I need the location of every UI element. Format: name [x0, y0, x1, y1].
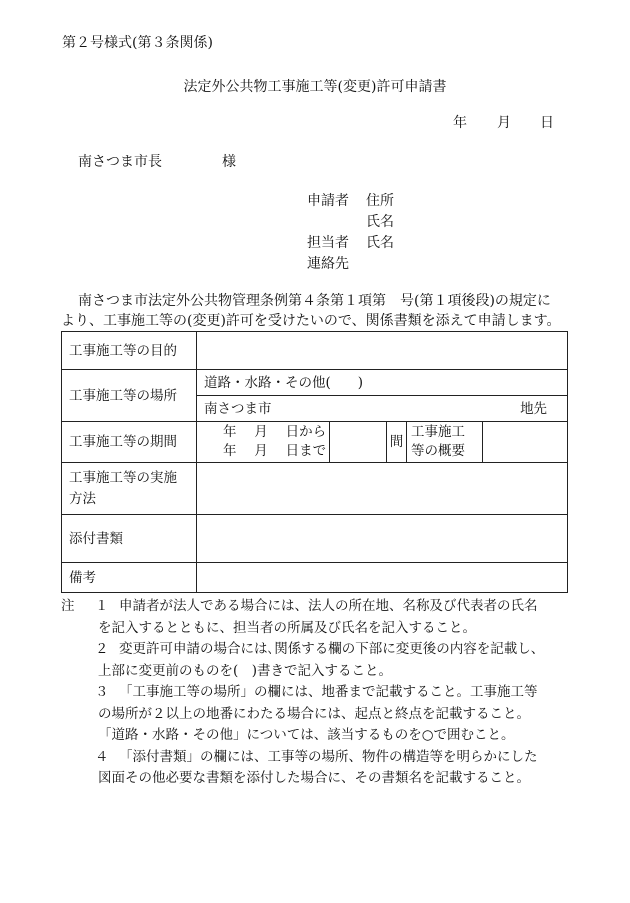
table-row-remarks — [62, 563, 568, 593]
method-label — [62, 463, 197, 515]
applicant-label: 申請者 — [307, 193, 349, 209]
overview-field[interactable] — [483, 422, 568, 463]
overview-label-line1: 工事施工 — [411, 424, 465, 440]
note-line: を記入するとともに、担当者の所属及び氏名を記入すること。 — [98, 619, 476, 636]
remarks-label: 備考 — [62, 563, 197, 593]
period-between: 間 — [387, 422, 407, 463]
note-line: 変更許可申請の場合には､関係する欄の下部に変更後の内容を記載し、 — [119, 641, 545, 657]
note-number: ４ — [95, 748, 109, 765]
period-to: 年 月 日まで — [223, 443, 327, 459]
location-city: 南さつま市 — [204, 400, 272, 417]
application-table — [61, 331, 568, 593]
purpose-label: 工事施工等の目的 — [62, 332, 197, 370]
addressee-suffix: 様 — [222, 154, 236, 170]
addressee-name: 南さつま市長 — [78, 154, 162, 170]
note-line: 図面その他必要な書類を添付した場合に、その書類名を記載すること。 — [98, 770, 530, 786]
phone-label: 連絡先 — [307, 256, 349, 272]
table-row-attachments — [62, 515, 568, 563]
notes-prefix: 注 — [61, 598, 75, 614]
period-label: 工事施工等の期間 — [62, 422, 197, 463]
note-line: 「添付書類」の欄には、工事等の場所、物件の構造等を明らかにした — [119, 748, 538, 765]
attachments-field[interactable] — [197, 515, 568, 563]
table-row-method — [62, 463, 568, 515]
note-line: の場所が２以上の地番にわたる場合には、起点と終点を記載すること。 — [98, 705, 530, 722]
document-title: 法定外公共物工事施工等(変更)許可申請書 — [183, 79, 447, 95]
period-dates[interactable] — [197, 422, 330, 463]
body-text-line2: より、工事施工等の(変更)許可を受けたいので、関係書類を添えて申請します。 — [61, 313, 561, 329]
attachments-label: 添付書類 — [62, 515, 197, 563]
notes-section — [61, 596, 581, 790]
method-label-line1: 工事施工等の実施 — [69, 469, 177, 486]
note-number: ２ — [95, 641, 109, 657]
period-duration-field[interactable] — [330, 422, 387, 463]
note-item-1 — [61, 596, 581, 639]
contact-name-label: 氏名 — [366, 235, 394, 251]
table-row-location-type — [62, 370, 568, 396]
note-line: 「道路・水路・その他」については、該当するものを○で囲むこと。 — [98, 727, 515, 743]
note-item-2 — [61, 639, 581, 682]
location-label: 工事施工等の場所 — [62, 370, 197, 422]
contact-person-label: 担当者 — [307, 235, 349, 251]
period-from: 年 月 日から — [223, 424, 327, 440]
note-number: １ — [95, 598, 109, 614]
form-id: 第２号様式(第３条関係) — [62, 35, 213, 51]
note-number: ３ — [95, 684, 109, 700]
method-field[interactable] — [197, 463, 568, 515]
note-line: 上部に変更前のものを( )書きで記入すること。 — [98, 662, 393, 679]
body-text-line1: 南さつま市法定外公共物管理条例第４条第１項第 号(第１項後段)の規定に — [78, 293, 551, 309]
location-type[interactable]: 道路・水路・その他( ) — [197, 370, 568, 396]
purpose-field[interactable] — [197, 332, 568, 370]
table-row-period — [62, 422, 568, 463]
location-suffix: 地先 — [520, 401, 548, 417]
date-year: 年 — [453, 115, 467, 131]
overview-label — [407, 422, 483, 463]
overview-label-line2: 等の概要 — [411, 443, 465, 459]
note-line: 申請者が法人である場合には、法人の所在地、名称及び代表者の氏名 — [119, 598, 538, 614]
location-address-field[interactable] — [197, 396, 568, 422]
method-label-line2: 方法 — [69, 490, 96, 507]
date-day: 日 — [540, 115, 554, 131]
date-month: 月 — [497, 115, 511, 131]
name-label: 氏名 — [366, 214, 394, 230]
note-item-4 — [61, 747, 581, 790]
note-line: 「工事施工等の場所」の欄には、地番まで記載すること。工事施工等 — [119, 684, 538, 700]
address-label: 住所 — [366, 193, 394, 209]
note-item-3 — [61, 682, 581, 747]
table-row-purpose — [62, 332, 568, 370]
remarks-field[interactable] — [197, 563, 568, 593]
